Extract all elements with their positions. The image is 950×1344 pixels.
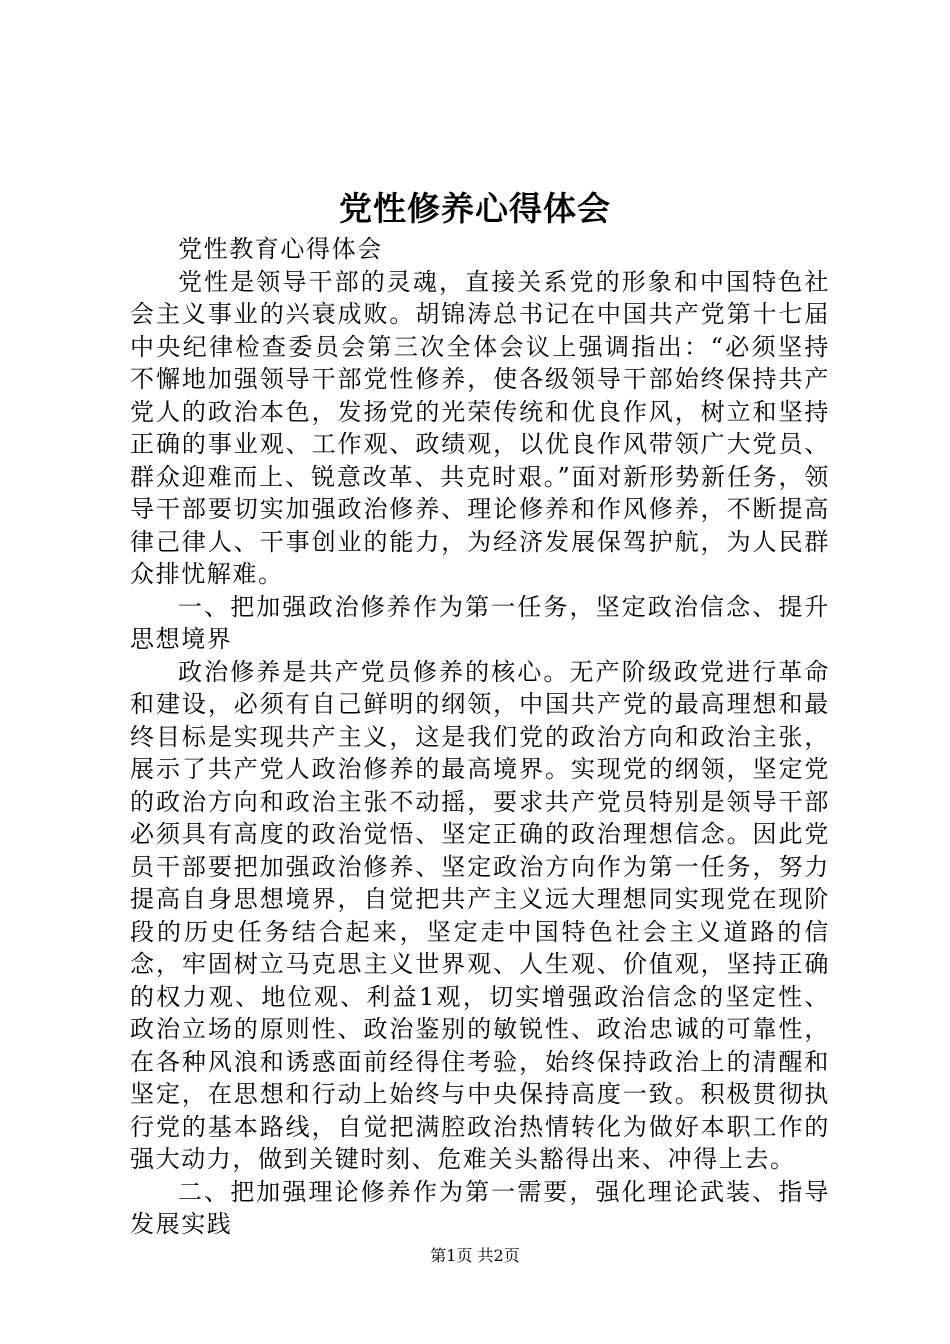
document-body	[130, 233, 830, 1241]
section-heading-2: 二、把加强理论修养作为第一需要，强化理论武装、指导发展实践	[130, 1177, 830, 1238]
paragraph-subtitle: 党性教育心得体会	[178, 235, 383, 263]
paragraph-intro: 党性是领导干部的灵魂，直接关系党的形象和中国特色社会主义事业的兴衰成败。胡锦涛总书记在中国共产党第十七届中央纪律检查委员会第三次全体会议上强调指出：“必须坚持不懈地加强领导干部党性修养，使各级领导干部始终保持共产党人的政治本色，发扬党的光荣传统和优良作风，树立和坚持正确的事业观、工作观、政绩观，以优良作风带领广大党员、群众迎难而上、锐意改革、共克时艰。”面对新形势新任务，领导干部要切实加强政治修养、理论修养和作风修养，不断提高律己律人、干事创业的能力，为经济发展保驾护航，为人民群众排忧解难。	[130, 267, 830, 588]
paragraph-section-1: 政治修养是共产党员修养的核心。无产阶级政党进行革命和建设，必须有自己鲜明的纲领，中国共产党的最高理想和最终目标是实现共产主义，这是我们党的政治方向和政治主张，展示了共产党人政治修养的最高境界。实现党的纲领，坚定党的政治方向和政治主张不动摇，要求共产党员特别是领导干部必须具有高度的政治觉悟、坚定正确的政治理想信念。因此党员干部要把加强政治修养、坚定政治方向作为第一任务，努力提高自身思想境界，自觉把共产主义远大理想同实现党在现阶段的历史任务结合起来，坚定走中国特色社会主义道路的信念，牢固树立马克思主义世界观、人生观、价值观，坚持正确的权力观、地位观、利益1观，切实增强政治信念的坚定性、政治立场的原则性、政治鉴别的敏锐性、政治忠诚的可靠性，在各种风浪和诱惑面前经得住考验，始终保持政治上的清醒和坚定，在思想和行动上始终与中央保持高度一致。积极贯彻执行党的基本路线，自觉把满腔政治热情转化为做好本职工作的强大动力，做到关键时刻、危难关头豁得出来、冲得上去。	[130, 657, 830, 1173]
section-heading-1: 一、把加强政治修养作为第一任务，坚定政治信念、提升思想境界	[130, 592, 830, 653]
page-number: 第1页 共2页	[430, 1246, 520, 1265]
document-title: 党性修养心得体会	[339, 189, 611, 228]
